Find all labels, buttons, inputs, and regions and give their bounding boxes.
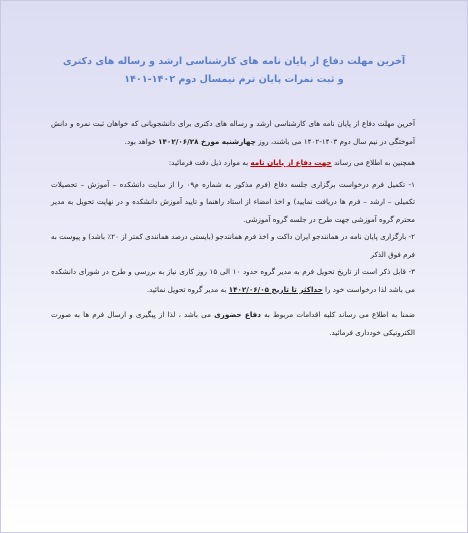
list-item-3: [51, 263, 415, 298]
item-3-text-b: به مدیر گروه تحویل نمائید.: [146, 284, 227, 294]
in-person-defense: دفاع حضوری: [214, 310, 261, 319]
notice-text-b: به موارد ذیل دقت فرمائید:: [168, 158, 249, 167]
closing-text-a: ضمنا به اطلاع می رساند کلیه اقدامات مربوط به: [264, 310, 415, 319]
list-item-2: ۲- بارگزاری پایان نامه در همانندجو ایران داکت و اخذ فرم همانندجو (بایستی درصد همانندی کمتر از ۲۰٪ باشد) و پیوست به فرم فوق الذکر: [51, 232, 416, 259]
intro-text-a: آخرین مهلت دفاع از پایان نامه های کارشناسی ارشد و رساله های دکتری برای دانشجویانی که خواهان ثبت نمره و دانش آموختگی در نیم سال دوم ۱۴۰۳-۱۴۰۲ می باشند، روز: [51, 119, 415, 146]
announcement-body: [51, 115, 415, 341]
notice-text-a: همچنین به اطلاع می رساند: [334, 158, 415, 167]
title-line-2: و ثبت نمرات پایان ترم نیمسال دوم ۱۴۰۲-۱۴۰۱: [124, 74, 344, 85]
intro-text-b: خواهد بود.: [124, 136, 156, 146]
closing-paragraph: [51, 306, 415, 341]
announcement-title: [61, 53, 407, 89]
title-line-1: آخرین مهلت دفاع از پایان نامه های کارشناسی ارشد و رساله های دکتری: [62, 56, 406, 67]
list-item-1: ۱- تکمیل فرم درخواست برگزاری جلسه دفاع (فرم مذکور به شماره م۰۹ را از سایت دانشکده – آموزش – تحصیلات تکمیلی – ارشد – فرم ها دریافت نمایید) و اخذ امضاء از استاد راهنما و تایید آموزش دانشکده و در نهایت تحویل به مدیر محترم گروه آموزشی جهت طرح در جلسه گروه آموزشی.: [51, 179, 415, 224]
intro-paragraph: [51, 115, 415, 150]
notice-paragraph: [51, 154, 415, 172]
defense-deadline-date: چهارشنبه مورخ ۱۴۰۲/۰۶/۲۸: [158, 136, 256, 146]
form-submission-deadline: حداکثر تا تاریخ ۱۴۰۲/۰۶/۰۵: [228, 284, 323, 294]
item-3-text-a: ۳- قابل ذکر است از تاریخ تحویل فرم به مدیر گروه حدود ۱۰ الی ۱۵ روز کاری نیاز به بررسی و طرح در شورای دانشکده می باشد لذا درخواست خود را: [51, 267, 415, 294]
notice-highlight: جهت دفاع از پایان نامه: [250, 158, 332, 167]
closing-text-b: می باشد ، لذا از پیگیری و ارسال فرم ها به صورت الکترونیکی خودداری فرمائید.: [51, 310, 415, 337]
